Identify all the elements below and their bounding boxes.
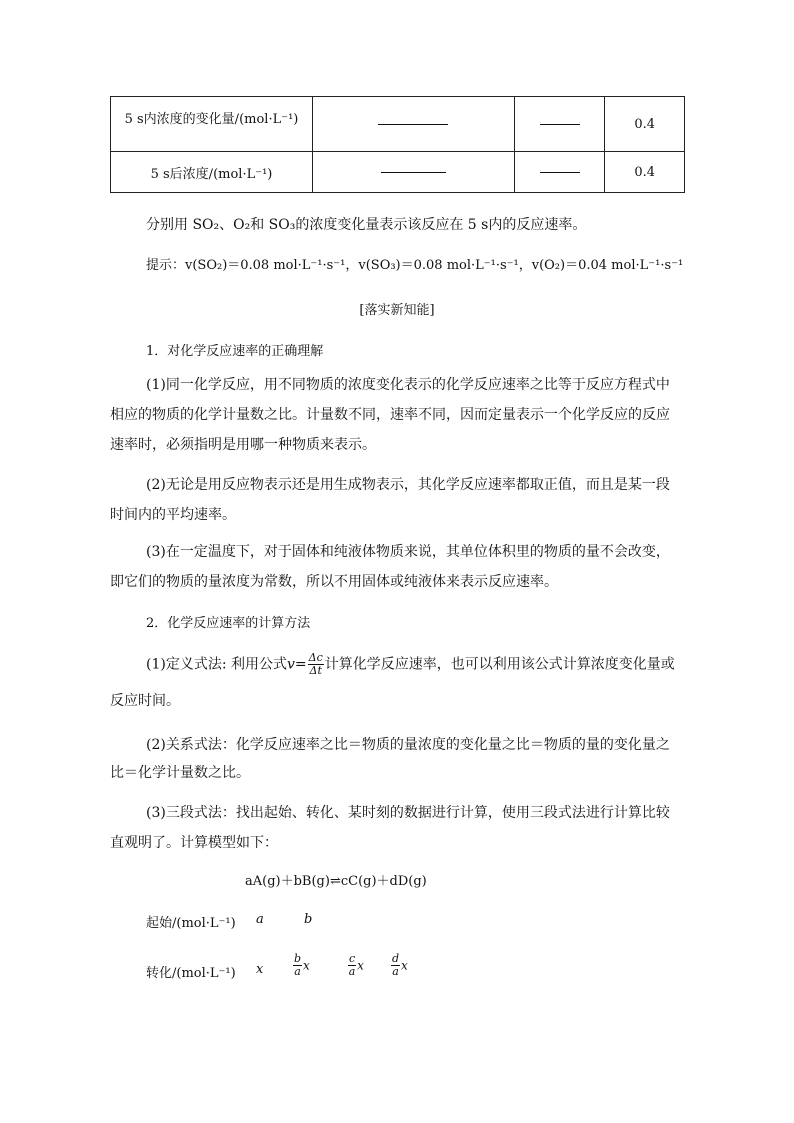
paragraph-3-line-1: (3)在一定温度下，对于固体和纯液体物质来说，其单位体积里的物质的量不会改变， [146,544,670,560]
concentration-table [110,96,685,193]
paragraph-1-line-1: (1)同一化学反应，用不同物质的浓度变化表示的化学反应速率之比等于反应方程式中 [146,377,670,393]
velocity-symbol: v [287,656,295,673]
conversion-fraction [293,953,302,978]
fraction-denominator: a [294,965,301,978]
paragraph-3-line-2: 即它们的物质的量浓度为常数，所以不用固体或纯液体来表示反应速率。 [110,574,558,590]
conversion-fraction [348,953,356,978]
paragraph-1-line-3: 速率时，必须指明是用哪一种物质来表示。 [110,437,376,453]
blank-cell [312,152,514,193]
hint-text: 提示：v(SO₂)＝0.08 mol·L⁻¹·s⁻¹，v(SO₃)＝0.08 mol·L⁻¹·s⁻¹，v(O₂)＝0.04 mol·L⁻¹·s⁻¹ [146,258,684,273]
conversion-term-c [347,953,364,978]
blank-line [381,171,446,173]
paragraph-4-line-1 [146,652,675,677]
question-text: 分别用 SO₂、O₂和 SO₃的浓度变化量表示该反应在 5 s内的反应速率。 [146,217,587,233]
start-value-a: a [256,912,264,927]
paragraph-6-line-1: (3)三段式法：找出起始、转化、某时刻的数据进行计算，使用三段式法进行计算比较 [146,805,670,821]
paragraph-5-line-1: (2)关系式法：化学反应速率之比＝物质的量浓度的变化量之比＝物质的量的变化量之 [146,737,670,753]
paragraph-1-line-2: 相应的物质的化学计量数之比。计量数不同，速率不同，因而定量表示一个化学反应的反应 [110,407,670,423]
fraction-numerator: b [294,952,302,965]
section-title: [落实新知能] [359,303,435,318]
start-value-b: b [304,912,313,927]
definition-prefix: (1)定义式法: 利用公式 [146,656,287,673]
blank-line [540,171,580,173]
equals-sign: = [294,656,307,673]
blank-line [540,123,580,125]
table-cell-value: 0.4 [605,97,685,152]
fraction-numerator: Δc [308,651,323,664]
conversion-variable: x [303,958,310,973]
table-cell-value: 0.4 [605,152,685,193]
table-cell-label: 5 s内浓度的变化量/(mol·L⁻¹) [111,97,313,152]
heading-understanding: 1．对化学反应速率的正确理解 [146,344,324,359]
conversion-term-b [292,953,310,978]
fraction-numerator: c [349,952,356,965]
fraction-denominator: a [348,965,356,978]
reaction-equation: aA(g)＋bB(g)⇌cC(g)＋dD(g) [245,874,427,889]
conversion-value-x: x [256,962,264,977]
paragraph-6-line-2: 直观明了。计算模型如下： [110,835,278,851]
table-row [111,97,685,152]
paragraph-5-line-2: 比＝化学计量数之比。 [110,765,250,781]
heading-calculation: 2．化学反应速率的计算方法 [146,616,311,631]
blank-cell [312,97,514,152]
conversion-label: 转化/(mol·L⁻¹) [146,966,236,981]
rate-fraction [308,652,324,677]
conversion-fraction [391,953,400,978]
table-cell-label: 5 s后浓度/(mol·L⁻¹) [111,152,313,193]
paragraph-2-line-2: 时间内的平均速率。 [110,507,236,523]
conversion-variable: x [401,958,408,973]
blank-cell [514,97,605,152]
fraction-denominator: a [392,965,399,978]
blank-cell [514,152,605,193]
table-row [111,152,685,193]
paragraph-2-line-1: (2)无论是用反应物表示还是用生成物表示，其化学反应速率都取正值，而且是某一段 [146,477,670,493]
start-label: 起始/(mol·L⁻¹) [146,916,236,931]
blank-line [378,123,448,125]
conversion-variable: x [357,958,364,973]
fraction-denominator: Δt [309,664,322,677]
conversion-term-d [390,953,408,978]
paragraph-4-line-2: 反应时间。 [110,693,180,709]
definition-suffix: 计算化学反应速率，也可以利用该公式计算浓度变化量或 [324,656,675,673]
fraction-numerator: d [392,952,400,965]
